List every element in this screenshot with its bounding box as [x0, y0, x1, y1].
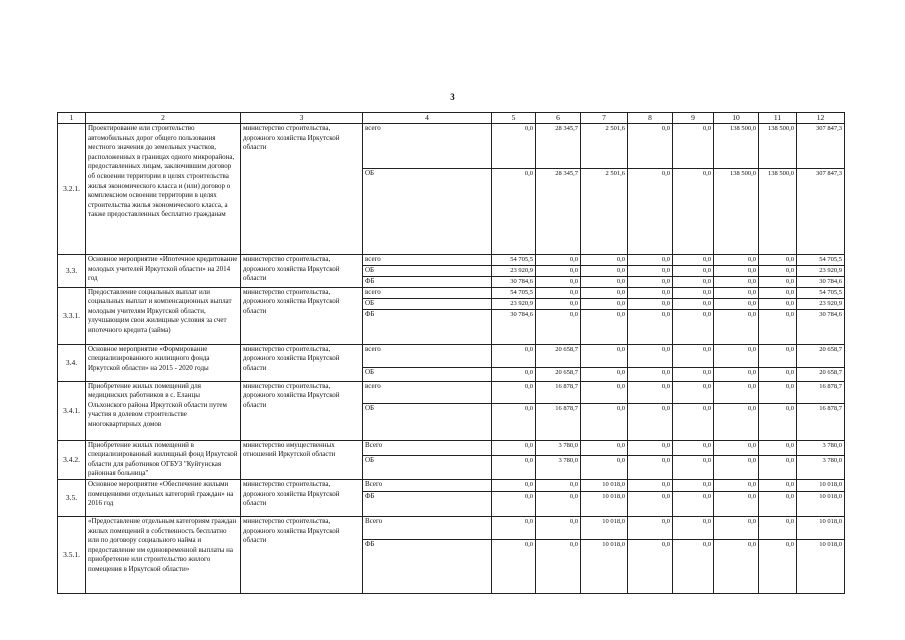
funding-source: Всего [363, 516, 492, 539]
table-row [58, 516, 845, 539]
amount-cell: 28 345,7 [536, 169, 581, 255]
column-number-8: 8 [628, 113, 673, 124]
amount-cell: 0,0 [759, 287, 797, 298]
amount-cell: 54 705,5 [492, 255, 536, 266]
amount-cell: 0,0 [714, 440, 759, 455]
funding-source: ОБ [363, 298, 492, 309]
funding-source: ОБ [363, 455, 492, 479]
table-row [58, 440, 845, 455]
amount-cell: 0,0 [673, 455, 714, 479]
amount-cell: 0,0 [673, 381, 714, 403]
amount-cell: 0,0 [492, 403, 536, 440]
amount-cell: 0,0 [581, 344, 628, 367]
column-number-4: 4 [363, 113, 492, 124]
amount-cell: 0,0 [673, 516, 714, 539]
amount-cell: 0,0 [759, 491, 797, 516]
amount-cell: 0,0 [714, 266, 759, 277]
amount-cell: 23 920,9 [492, 266, 536, 277]
amount-cell: 23 920,9 [797, 298, 845, 309]
column-number-6: 6 [536, 113, 581, 124]
amount-cell: 0,0 [759, 455, 797, 479]
amount-cell: 0,0 [492, 169, 536, 255]
amount-cell: 54 705,5 [797, 287, 845, 298]
amount-cell: 0,0 [673, 491, 714, 516]
row-id: 3.3. [58, 255, 86, 288]
funding-source: всего [363, 287, 492, 298]
amount-cell: 10 018,0 [581, 539, 628, 593]
amount-cell: 0,0 [759, 381, 797, 403]
amount-cell: 0,0 [673, 367, 714, 381]
amount-cell: 3 780,0 [797, 455, 845, 479]
amount-cell: 3 780,0 [797, 440, 845, 455]
table-row [58, 479, 845, 491]
amount-cell: 28 345,7 [536, 124, 581, 169]
funding-source: ОБ [363, 367, 492, 381]
amount-cell: 0,0 [536, 287, 581, 298]
amount-cell: 0,0 [673, 266, 714, 277]
funding-source: всего [363, 381, 492, 403]
amount-cell: 0,0 [714, 344, 759, 367]
amount-cell: 0,0 [759, 255, 797, 266]
executor: министерство строительства, дорожного хозяйства Иркутской области [241, 124, 363, 255]
executor: министерство строительства, дорожного хозяйства Иркутской области [241, 381, 363, 440]
amount-cell: 0,0 [628, 287, 673, 298]
amount-cell: 0,0 [628, 381, 673, 403]
activity-name: Проектирование или строительство автомобильных дорог общего пользования местного значения до земельных участков, расположенных в границах одного микрорайона, предоставленных лицам, заключившим договор об освоении территории в целях строительства жилья экономического класса и (или) договор о комплексном освоении территории в целях строительства жилья экономического класса, а также предоставленных бесплатно гражданам [86, 124, 241, 255]
executor: министерство имущественных отношений Иркутской области [241, 440, 363, 479]
amount-cell: 30 784,6 [797, 309, 845, 344]
table-body [58, 124, 845, 594]
activity-name: Основное мероприятие «Обеспечение жилыми помещениями отдельных категорий граждан» на 2016 год [86, 479, 241, 516]
amount-cell: 0,0 [536, 479, 581, 491]
amount-cell: 0,0 [673, 403, 714, 440]
amount-cell: 0,0 [673, 309, 714, 344]
amount-cell: 0,0 [673, 169, 714, 255]
activity-name: Предоставление социальных выплат или социальных выплат и компенсационных выплат молодым учителям Иркутской области, улучшающим свои жилищные условия за счет ипотечного кредита (займа) [86, 287, 241, 344]
amount-cell: 0,0 [581, 309, 628, 344]
amount-cell: 0,0 [581, 455, 628, 479]
amount-cell: 0,0 [673, 440, 714, 455]
amount-cell: 10 018,0 [797, 516, 845, 539]
amount-cell: 20 658,7 [536, 344, 581, 367]
amount-cell: 0,0 [673, 287, 714, 298]
activity-name: «Предоставление отдельным категориям граждан жилых помещений в собственность бесплатно или по договору социального найма и предоставление им единовременной выплаты на приобретение или строительство жилого помещения в Иркутской области» [86, 516, 241, 593]
column-number-5: 5 [492, 113, 536, 124]
amount-cell: 0,0 [581, 277, 628, 288]
table-row [58, 344, 845, 367]
amount-cell: 0,0 [759, 403, 797, 440]
amount-cell: 54 705,5 [797, 255, 845, 266]
amount-cell: 0,0 [714, 455, 759, 479]
amount-cell: 0,0 [628, 124, 673, 169]
row-id: 3.2.1. [58, 124, 86, 255]
amount-cell: 0,0 [581, 255, 628, 266]
amount-cell: 0,0 [759, 539, 797, 593]
amount-cell: 20 658,7 [797, 367, 845, 381]
amount-cell: 0,0 [492, 124, 536, 169]
table-row [58, 287, 845, 298]
amount-cell: 0,0 [628, 440, 673, 455]
amount-cell: 0,0 [714, 277, 759, 288]
amount-cell: 0,0 [581, 287, 628, 298]
funding-source: ОБ [363, 266, 492, 277]
amount-cell: 0,0 [714, 381, 759, 403]
amount-cell: 0,0 [536, 277, 581, 288]
column-number-10: 10 [714, 113, 759, 124]
amount-cell: 0,0 [492, 455, 536, 479]
funding-source: ФБ [363, 491, 492, 516]
amount-cell: 0,0 [628, 455, 673, 479]
amount-cell: 0,0 [536, 539, 581, 593]
amount-cell: 0,0 [492, 479, 536, 491]
amount-cell: 0,0 [714, 403, 759, 440]
amount-cell: 0,0 [581, 266, 628, 277]
amount-cell: 0,0 [673, 255, 714, 266]
amount-cell: 0,0 [536, 309, 581, 344]
column-number-9: 9 [673, 113, 714, 124]
amount-cell: 0,0 [628, 491, 673, 516]
amount-cell: 0,0 [581, 298, 628, 309]
amount-cell: 0,0 [628, 169, 673, 255]
amount-cell: 0,0 [536, 266, 581, 277]
funding-source: ФБ [363, 309, 492, 344]
amount-cell: 0,0 [581, 403, 628, 440]
amount-cell: 0,0 [628, 367, 673, 381]
amount-cell: 30 784,6 [797, 277, 845, 288]
amount-cell: 16 878,7 [536, 403, 581, 440]
amount-cell: 0,0 [492, 516, 536, 539]
table-row [58, 255, 845, 266]
funding-source: Всего [363, 440, 492, 455]
amount-cell: 0,0 [759, 277, 797, 288]
amount-cell: 0,0 [673, 539, 714, 593]
amount-cell: 10 018,0 [797, 479, 845, 491]
amount-cell: 23 920,9 [492, 298, 536, 309]
amount-cell: 0,0 [581, 367, 628, 381]
amount-cell: 10 018,0 [581, 479, 628, 491]
amount-cell: 10 018,0 [797, 539, 845, 593]
amount-cell: 0,0 [759, 266, 797, 277]
amount-cell: 0,0 [673, 124, 714, 169]
activity-name: Основное мероприятие «Ипотечное кредитование молодых учителей Иркутской области» на 2014 год [86, 255, 241, 288]
amount-cell: 10 018,0 [581, 516, 628, 539]
amount-cell: 0,0 [714, 479, 759, 491]
amount-cell: 0,0 [492, 491, 536, 516]
amount-cell: 16 878,7 [797, 403, 845, 440]
amount-cell: 0,0 [492, 539, 536, 593]
amount-cell: 0,0 [673, 277, 714, 288]
column-number-12: 12 [797, 113, 845, 124]
amount-cell: 307 847,3 [797, 124, 845, 169]
amount-cell: 0,0 [492, 367, 536, 381]
amount-cell: 10 018,0 [581, 491, 628, 516]
amount-cell: 0,0 [714, 287, 759, 298]
amount-cell: 0,0 [628, 309, 673, 344]
funding-source: Всего [363, 479, 492, 491]
page-number: 3 [450, 92, 455, 102]
amount-cell: 138 500,0 [759, 169, 797, 255]
amount-cell: 0,0 [759, 479, 797, 491]
amount-cell: 0,0 [759, 344, 797, 367]
executor: министерство строительства, дорожного хозяйства Иркутской области [241, 479, 363, 516]
table-row [58, 124, 845, 169]
activity-name: Приобретение жилых помещений в специализированный жилищный фонд Иркутской области для работников ОГБУЗ "Куйтунская районная больница" [86, 440, 241, 479]
amount-cell: 0,0 [628, 255, 673, 266]
row-id: 3.4.1. [58, 381, 86, 440]
executor: министерство строительства, дорожного хозяйства Иркутской области [241, 255, 363, 288]
amount-cell: 0,0 [714, 298, 759, 309]
funding-source: всего [363, 255, 492, 266]
amount-cell: 0,0 [673, 479, 714, 491]
amount-cell: 30 784,6 [492, 309, 536, 344]
amount-cell: 0,0 [536, 516, 581, 539]
amount-cell: 0,0 [492, 381, 536, 403]
amount-cell: 0,0 [628, 277, 673, 288]
amount-cell: 138 500,0 [714, 169, 759, 255]
amount-cell: 0,0 [492, 440, 536, 455]
executor: министерство строительства, дорожного хозяйства Иркутской области [241, 516, 363, 593]
amount-cell: 3 780,0 [536, 440, 581, 455]
column-number-1: 1 [58, 113, 86, 124]
table-header [58, 113, 845, 124]
amount-cell: 2 501,6 [581, 124, 628, 169]
amount-cell: 20 658,7 [797, 344, 845, 367]
amount-cell: 0,0 [581, 440, 628, 455]
amount-cell: 0,0 [714, 309, 759, 344]
amount-cell: 0,0 [714, 516, 759, 539]
amount-cell: 0,0 [536, 491, 581, 516]
funding-source: ОБ [363, 169, 492, 255]
funding-source: всего [363, 344, 492, 367]
amount-cell: 0,0 [628, 516, 673, 539]
amount-cell: 0,0 [714, 539, 759, 593]
amount-cell: 30 784,6 [492, 277, 536, 288]
amount-cell: 10 018,0 [797, 491, 845, 516]
row-id: 3.5. [58, 479, 86, 516]
funding-source: ОБ [363, 403, 492, 440]
funding-source: ФБ [363, 539, 492, 593]
amount-cell: 0,0 [536, 298, 581, 309]
amount-cell: 0,0 [536, 255, 581, 266]
row-id: 3.5.1. [58, 516, 86, 593]
column-number-7: 7 [581, 113, 628, 124]
table-row [58, 381, 845, 403]
column-number-2: 2 [86, 113, 241, 124]
executor: министерство строительства, дорожного хозяйства Иркутской области [241, 344, 363, 381]
amount-cell: 0,0 [628, 539, 673, 593]
budget-table [57, 112, 845, 594]
amount-cell: 2 501,6 [581, 169, 628, 255]
column-number-11: 11 [759, 113, 797, 124]
row-id: 3.4.2. [58, 440, 86, 479]
amount-cell: 0,0 [759, 516, 797, 539]
amount-cell: 23 920,9 [797, 266, 845, 277]
amount-cell: 0,0 [714, 367, 759, 381]
amount-cell: 0,0 [628, 298, 673, 309]
executor: министерство строительства, дорожного хозяйства Иркутской области [241, 287, 363, 344]
amount-cell: 0,0 [759, 298, 797, 309]
amount-cell: 0,0 [581, 381, 628, 403]
amount-cell: 3 780,0 [536, 455, 581, 479]
header-row [58, 113, 845, 124]
amount-cell: 20 658,7 [536, 367, 581, 381]
activity-name: Основное мероприятие «Формирование специализированного жилищного фонда Иркутской области» на 2015 - 2020 годы [86, 344, 241, 381]
amount-cell: 0,0 [714, 255, 759, 266]
amount-cell: 0,0 [628, 344, 673, 367]
amount-cell: 16 878,7 [536, 381, 581, 403]
amount-cell: 0,0 [628, 479, 673, 491]
amount-cell: 0,0 [759, 440, 797, 455]
amount-cell: 138 500,0 [759, 124, 797, 169]
funding-source: ФБ [363, 277, 492, 288]
amount-cell: 0,0 [628, 266, 673, 277]
amount-cell: 0,0 [492, 344, 536, 367]
activity-name: Приобретение жилых помещений для медицинских работников в с. Еланцы Ольхонского района Иркутской области путем участия в долевом строительстве многоквартирных домов [86, 381, 241, 440]
funding-source: всего [363, 124, 492, 169]
amount-cell: 16 878,7 [797, 381, 845, 403]
amount-cell: 0,0 [714, 491, 759, 516]
amount-cell: 0,0 [628, 403, 673, 440]
column-number-3: 3 [241, 113, 363, 124]
amount-cell: 0,0 [759, 367, 797, 381]
row-id: 3.3.1. [58, 287, 86, 344]
amount-cell: 0,0 [673, 298, 714, 309]
amount-cell: 138 500,0 [714, 124, 759, 169]
amount-cell: 0,0 [673, 344, 714, 367]
amount-cell: 54 705,5 [492, 287, 536, 298]
row-id: 3.4. [58, 344, 86, 381]
amount-cell: 307 847,3 [797, 169, 845, 255]
amount-cell: 0,0 [759, 309, 797, 344]
